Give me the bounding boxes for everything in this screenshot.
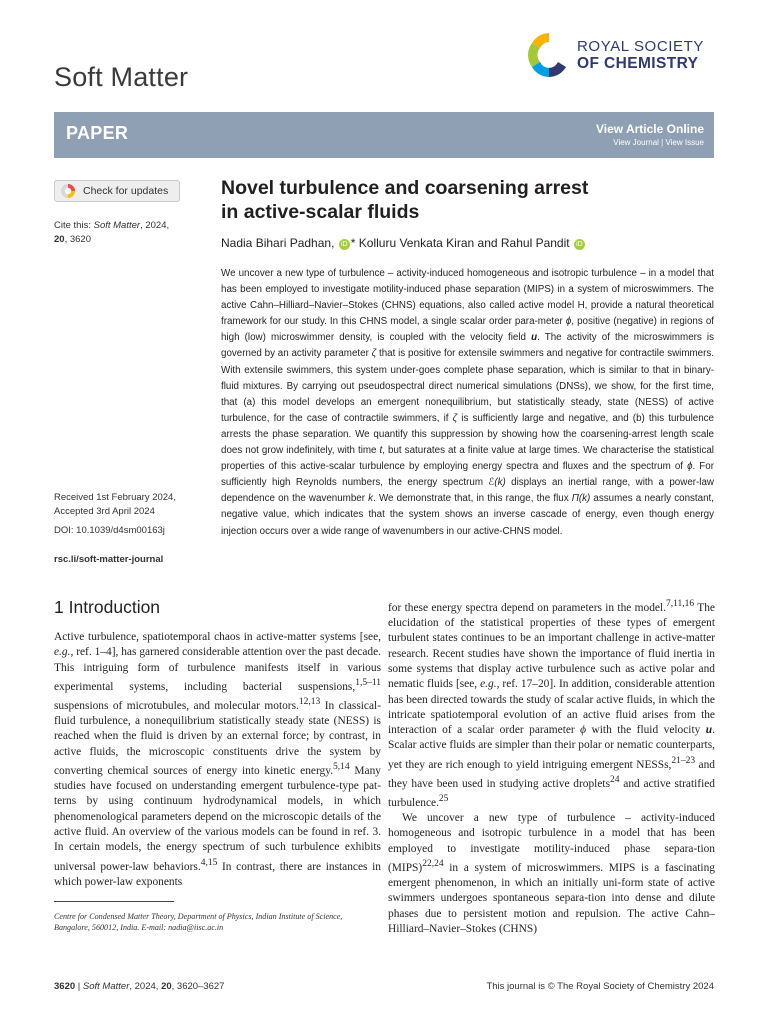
authors-2-and-3[interactable]: Kolluru Venkata Kiran and Rahul Pandit [358,236,570,250]
submission-dates [54,491,204,519]
abstract [221,266,714,540]
article-title-line1: Novel turbulence and coarsening arrest [221,177,589,199]
symbol-phi: ϕ [580,724,587,737]
abstract-text: , positive (negative) in regions of high (low) microswimmer density, is coupled with the velocity field [221,316,714,344]
body-text: In classical-fluid turbulence, a nonequilibrium statistically steady state (NESS) is reached when the fluid is driven by an external force; by contrast, in active fluids, the microscopic constituents drive the system by converting chemical sources of energy into kinetic energy. [54,699,381,777]
body-text: The elucidation of the statistical properties of these types of emergent turbulent states continues to be an important challenge in active-matter research. Recent studies have shown the importance of fluid inertia in some systems that display active turbulence such as active polar and nematic fluids [see, [388,601,715,691]
symbol-phi: ϕ [565,316,572,328]
rsc-wordmark-line2: OF CHEMISTRY [577,55,699,72]
body-text-italic: e.g. [480,678,497,691]
check-for-updates-label: Check for updates [83,185,169,197]
footer-volume: 20 [161,981,172,992]
abstract-text: , but saturates at a finite value at large times. We characterise the statistical properties of this active-scalar turbulence by employing energy spectra and fluxes and the spectrum of [221,445,714,473]
body-text: In contrast, there are instances in which power-law exponents [54,860,381,888]
rsc-wordmark-line1: ROYAL SOCIETY [577,38,704,55]
rsc-logo[interactable] [528,29,718,83]
corresponding-author-mark: * [350,236,356,250]
rsc-logo-mark-icon [528,29,570,81]
symbol-wavenumber: k [368,493,374,505]
cite-journal: Soft Matter [93,220,141,231]
body-text: in a system of microswimmers. MIPS is a fascinating emergent phenomenon, in which an initially uni-form state of active swimmers undergoes spontaneous separa-tion into dense and dilute phases due to persistent motion and repulsion. The active Cahn–Hilliard–Navier–Stokes (CHNS) [388,861,715,935]
journal-title: Soft Matter [54,62,189,92]
body-text: and active stratified turbulence. [388,777,715,809]
received-date: Received 1st February 2024, [54,492,176,503]
abstract-text: . For sufficiently high Reynolds numbers, the energy spectrum [221,461,714,489]
symbol-zeta: ζ [371,348,377,360]
footer-journal: Soft Matter [82,981,130,992]
view-issue-link[interactable]: View Issue [665,138,704,147]
cite-year: , 2024, [140,220,170,231]
cite-pages: , 3620 [64,234,91,245]
symbol-flux: Π(k) [571,493,591,505]
abstract-text: displays an inertial range, with a power-law dependence on the wavenumber [221,477,714,505]
body-text: . Scalar active fluids are simpler than their polar or nematic counterparts, yet they are rich enough to yield intriguing emergent NESSs, [388,724,715,771]
body-text: suspensions of microtubules, and molecular motors. [54,699,299,712]
body-paragraph [388,811,715,937]
citation-link[interactable]: 12,13 [298,696,321,707]
citation-info [54,219,204,247]
body-text: , ref. 17–20]. In addition, considerable attention has been directed towards the study of scalar active fluids, in which the intricate spatiotemporal evolution of an active fluid arises from the interaction of a scalar order parameter [388,678,715,737]
citation-link[interactable]: 25 [438,793,449,804]
footer-year: , 2024, [129,981,162,992]
symbol-time: t [379,445,383,457]
citation-link[interactable]: 7,11,16 [666,599,695,609]
abstract-text: . We demonstrate that, in this range, the flux [373,493,572,505]
footer-citation [54,981,224,992]
orcid-icon[interactable]: iD [574,239,585,250]
citation-link[interactable]: 22,24 [422,858,444,869]
check-for-updates-icon [60,183,76,199]
cite-volume: 20 [54,234,65,245]
orcid-icon[interactable]: iD [339,239,350,250]
body-text: and they have been used in studying active droplets [388,758,715,790]
symbol-energy-spectrum: ℰ(k) [488,477,506,489]
symbol-zeta: ζ [452,412,458,424]
body-text: Active turbulence, spatiotemporal chaos in active-matter systems [see, [54,631,381,643]
footer-copyright: This journal is © The Royal Society of Chemistry 2024 [486,981,714,992]
article-title [221,176,691,224]
author-list [221,236,586,250]
check-for-updates-button[interactable] [54,180,180,202]
article-type-label: PAPER [66,123,129,143]
journal-url-link[interactable]: rsc.li/soft-matter-journal [54,554,164,565]
abstract-text: that is positive for extensile swimmers and negative for contractile swimmers. With extensile swimmers, this system under-goes complete phase separation, which is similar to that in binary-fluid mixtures. By carrying out pseudospectral direct numerical simulations (DNSs), we show, for the first time, that (a) this model develops an emergent nonequilibrium, but statistically steady, state (NESS) of active turbulence, for the case of contractile swimmers, if [221,348,714,424]
abstract-text: . The activity of the microswimmers is governed by an activity parameter [221,332,714,360]
citation-link[interactable]: 24 [610,774,620,785]
body-paragraph [54,630,381,890]
doi-link[interactable]: DOI: 10.1039/d4sm00163j [54,525,165,536]
view-links-separator: | [658,138,666,147]
footnote-divider [54,901,174,902]
citation-link[interactable]: 4,15 [200,857,218,868]
affiliation-footnote: Centre for Condensed Matter Theory, Department of Physics, Indian Institute of Science, Bangalore, 560012, India. E-mail: nadia@iisc.ac.in [54,912,343,932]
abstract-text: is sufficiently large and negative, and (b) this turbulence arrests the phase separation. We quantify this suppression by showing how the coarsening-arrest length scale does not grow indefinitely, with time [221,412,714,457]
abstract-text: We uncover a new type of turbulence – activity-induced homogeneous and isotropic turbulence – in a model that has been employed to investigate motility-induced phase separation (MIPS) in a system of microswimmers. The active Cahn–Hilliard–Navier–Stokes (CHNS) equations, also called active model H, provide a natural theoretical framework for our study. In this CHNS model, a single scalar order para-meter [221,268,714,328]
body-column-right [388,597,715,937]
article-type-banner [54,112,714,158]
rsc-wordmark [577,38,704,72]
cite-prefix: Cite this: [54,220,94,231]
accepted-date: Accepted 3rd April 2024 [54,506,155,517]
body-text: , ref. 1–4], has garnered considerable attention over the past decade. This intriguing form of turbulence manifests itself in various experimental systems, including bacterial suspensions, [54,646,381,693]
view-article-online-link[interactable]: View Article Online [595,122,704,136]
citation-link[interactable]: 21–23 [671,755,696,766]
section-heading-introduction: 1 Introduction [54,597,161,617]
body-column-left [54,630,381,890]
symbol-velocity: u [705,724,713,737]
symbol-velocity: u [531,332,538,344]
article-title-line2: in active-scalar fluids [221,201,420,223]
body-text: Many studies have focused on understanding emergent turbulence-type pat-terns by using continuum hydrodynamical models, in which phenomenological parameters depend on the microscopic details of the active fluid. An overview of the various models can be found in ref. 3. In certain models, the energy spectrum of such turbulence exhibits universal power-law behaviors. [54,764,381,873]
view-links [613,138,704,147]
view-journal-link[interactable]: View Journal [613,138,659,147]
body-text: with the fluid velocity [586,724,706,737]
page-number: 3620 [54,981,76,992]
author-1[interactable]: Nadia Bihari Padhan, [221,236,335,250]
body-paragraph [388,597,715,811]
citation-link[interactable]: 1,5–11 [355,677,381,688]
body-text-italic: e.g. [54,646,71,659]
body-text: for these energy spectra depend on parameters in the model. [388,601,666,614]
symbol-phi: ϕ [687,461,693,473]
citation-link[interactable]: 5,14 [333,761,350,772]
footer-pages: , 3620–3627 [171,981,225,992]
abstract-text: assumes a nearly constant, negative value, which indicates that the system shows an inverse cascade of energy, even though energy injection occurs over a wide range of wavenumbers in our active-CHNS model. [221,493,714,537]
footer-separator: | [75,981,83,992]
body-text: We uncover a new type of turbulence – activity-induced homogeneous and isotropic turbulence in a model that has been employed to investigate motility-induced phase separa-tion (MIPS) [388,812,715,874]
